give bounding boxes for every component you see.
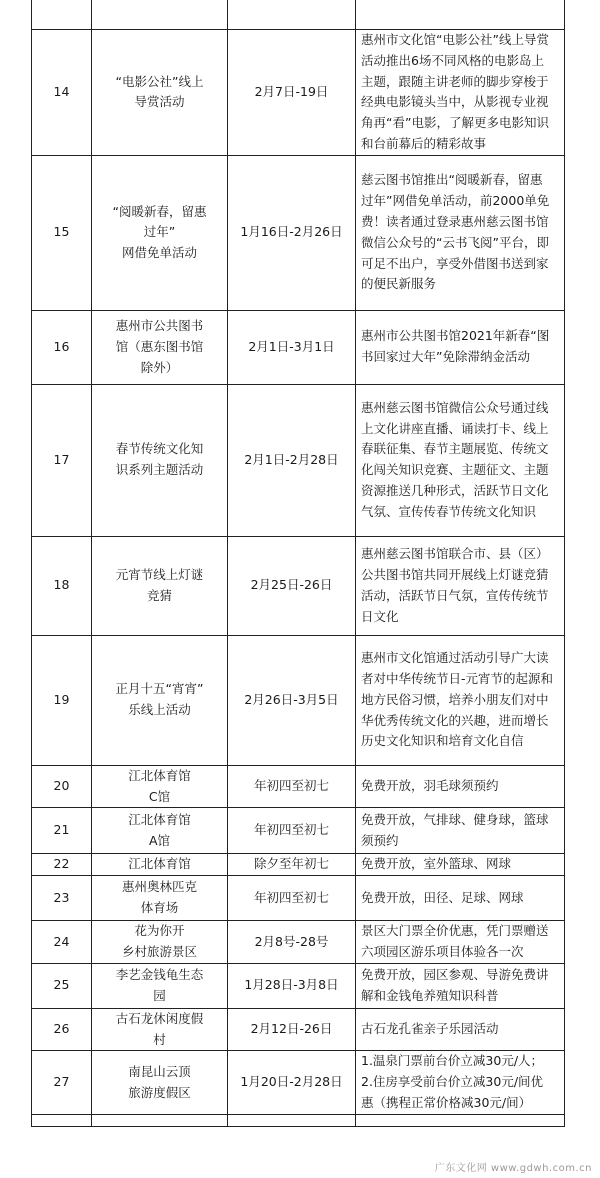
- event-name-line: 花为你开: [134, 923, 185, 939]
- event-desc-line: 者对中华传统节日-元宵节的起源和: [361, 671, 554, 687]
- event-name-line: 乐线上活动: [128, 702, 191, 718]
- events-table-body: [32, 0, 565, 1126]
- table-row: [32, 876, 565, 921]
- event-date-cell: 1月28日-3月8日: [228, 963, 356, 1008]
- event-date-cell: 年初四至初七: [228, 876, 356, 921]
- event-desc-line: 免费开放，园区参观、导游免费讲: [361, 966, 549, 982]
- table-row: [32, 854, 565, 876]
- event-date-cell: 年初四至初七: [228, 808, 356, 854]
- event-desc-line: 六项园区游乐项目体验各一次: [361, 943, 524, 959]
- event-name-cell: [92, 310, 228, 384]
- row-number-cell: 24: [32, 921, 92, 964]
- event-desc-line: 历史文化知识和培育文化自信: [361, 733, 524, 749]
- event-name-cell: [92, 0, 228, 30]
- event-name-cell: [92, 1008, 228, 1051]
- event-desc-line: 春联征集、春节主题展览、传统文: [361, 441, 549, 457]
- event-desc-cell: [356, 384, 565, 536]
- event-desc-line: 免费开放，田径、足球、网球: [361, 889, 524, 905]
- row-number-cell: 18: [32, 536, 92, 635]
- event-desc-line: 活动，活跃节日气氛，宣传传统节: [361, 587, 549, 603]
- event-desc-line: 华优秀传统文化的兴趣，进而增长: [361, 712, 549, 728]
- events-table: [31, 0, 565, 1127]
- table-row: [32, 310, 565, 384]
- event-name-line: 馆（惠东图书馆: [115, 338, 204, 354]
- event-name-line: 古石龙休闲度假: [115, 1010, 204, 1026]
- event-date-cell: 2月25日-26日: [228, 536, 356, 635]
- event-name-line: “电影公社”线上: [115, 73, 204, 89]
- event-name-cell: [92, 854, 228, 876]
- event-name-line: 春节传统文化知: [115, 441, 204, 457]
- row-number-cell: 15: [32, 155, 92, 310]
- event-desc-cell: [356, 808, 565, 854]
- event-desc-line: 免费开放，羽毛球须预约: [361, 778, 499, 794]
- event-name-line: 园: [153, 987, 166, 1003]
- event-desc-line: 免费开放，气排球、健身球，篮球: [361, 812, 549, 828]
- event-date-cell: 2月1日-2月28日: [228, 384, 356, 536]
- event-name-line: 网借免单活动: [121, 245, 197, 261]
- event-desc-line: 日文化: [361, 608, 399, 624]
- event-name-cell: [92, 921, 228, 964]
- table-row: [32, 384, 565, 536]
- event-name-line: 村: [153, 1031, 166, 1047]
- event-name-cell: [92, 536, 228, 635]
- event-name-line: 江北体育馆: [128, 767, 191, 783]
- event-name-line: 导赏活动: [134, 94, 185, 110]
- event-desc-line: 须预约: [361, 832, 399, 848]
- event-name-line: 正月十五“宵宵”: [115, 681, 204, 697]
- table-row: [32, 635, 565, 765]
- event-desc-line: 书回家过大年”免除滞纳金活动: [361, 349, 530, 365]
- row-number-cell: 23: [32, 876, 92, 921]
- event-desc-line: 活动推出6场不同风格的电影岛上: [361, 52, 544, 68]
- table-row: [32, 921, 565, 964]
- event-date-cell: 除夕至年初七: [228, 854, 356, 876]
- event-date-cell: 2月12日-26日: [228, 1008, 356, 1051]
- event-desc-cell: [356, 963, 565, 1008]
- event-desc-cell: [356, 1114, 565, 1126]
- event-name-cell: [92, 765, 228, 808]
- row-number-cell: 21: [32, 808, 92, 854]
- event-name-line: 乡村旅游景区: [121, 943, 197, 959]
- table-row: [32, 963, 565, 1008]
- table-row: [32, 1051, 565, 1114]
- event-desc-line: 惠州市文化馆“电影公社”线上导赏: [361, 32, 549, 47]
- row-number-cell: [32, 0, 92, 30]
- event-desc-line: 费！读者通过登录惠州慈云图书馆: [361, 213, 549, 229]
- event-name-cell: [92, 635, 228, 765]
- event-desc-line: 惠州市公共图书馆2021年新春“图: [361, 328, 550, 344]
- event-desc-cell: [356, 536, 565, 635]
- event-desc-line: 化闯关知识竞赛、主题征文、主题: [361, 462, 549, 478]
- event-desc-line: 角再“看”电影，了解更多电影知识: [361, 115, 549, 131]
- event-name-line: 南昆山云顶: [128, 1063, 191, 1079]
- table-row: [32, 808, 565, 854]
- event-name-line: 识系列主题活动: [115, 462, 204, 478]
- event-name-cell: [92, 876, 228, 921]
- row-number-cell: 14: [32, 30, 92, 156]
- event-desc-cell: [356, 854, 565, 876]
- row-number-cell: 19: [32, 635, 92, 765]
- event-date-cell: 2月7日-19日: [228, 30, 356, 156]
- event-name-line: A馆: [148, 832, 171, 848]
- event-desc-line: 经典电影镜头当中，从影视专业视: [361, 94, 549, 110]
- table-row: [32, 1114, 565, 1126]
- event-desc-cell: [356, 1051, 565, 1114]
- table-row: [32, 30, 565, 156]
- row-number-cell: [32, 1114, 92, 1126]
- event-desc-cell: [356, 155, 565, 310]
- event-desc-line: 解和金钱龟养殖知识科普: [361, 987, 499, 1003]
- event-desc-line: 惠州慈云图书馆微信公众号通过线: [361, 399, 549, 415]
- table-row: [32, 765, 565, 808]
- event-desc-line: 上文化讲座直播、诵读打卡、线上: [361, 420, 549, 436]
- event-desc-line: 惠州慈云图书馆联合市、县（区）: [361, 546, 549, 562]
- event-name-line: 惠州市公共图书: [115, 318, 204, 334]
- event-desc-line: 过年”网借免单活动，前2000单免: [361, 193, 550, 209]
- event-name-cell: [92, 1114, 228, 1126]
- table-row: [32, 536, 565, 635]
- row-number-cell: 20: [32, 765, 92, 808]
- event-name-cell: [92, 963, 228, 1008]
- table-row: [32, 1008, 565, 1051]
- event-desc-line: 气氛、宣传传春节传统文化知识: [361, 503, 537, 519]
- event-desc-line: 免费开放，室外篮球、网球: [361, 856, 512, 872]
- event-name-line: 过年”: [143, 224, 176, 240]
- event-date-cell: 1月20日-2月28日: [228, 1051, 356, 1114]
- event-date-cell: 2月26日-3月5日: [228, 635, 356, 765]
- event-desc-line: 景区大门票全价优惠，凭门票赠送: [361, 923, 549, 939]
- event-desc-cell: [356, 30, 565, 156]
- event-name-line: “阅暖新春，留惠: [112, 203, 207, 219]
- event-desc-line: 古石龙孔雀亲子乐园活动: [361, 1021, 499, 1037]
- event-date-cell: [228, 1114, 356, 1126]
- event-date-cell: [228, 0, 356, 30]
- event-name-cell: [92, 384, 228, 536]
- event-name-line: 李艺金钱龟生态: [115, 966, 204, 982]
- event-date-cell: 1月16日-2月26日: [228, 155, 356, 310]
- event-desc-line: 的便民新服务: [361, 276, 437, 292]
- event-date-cell: 2月1日-3月1日: [228, 310, 356, 384]
- row-number-cell: 27: [32, 1051, 92, 1114]
- event-desc-line: 慈云图书馆推出“阅暖新春，留惠: [361, 172, 543, 188]
- event-desc-line: 可足不出户，享受外借图书送到家: [361, 255, 549, 271]
- event-desc-line: 惠州市文化馆通过活动引导广大读: [361, 650, 549, 666]
- event-desc-cell: [356, 0, 565, 30]
- event-desc-line: 微信公众号的“云书飞阅”平台，即: [361, 234, 549, 250]
- event-desc-line: 资源推送几种形式，活跃节日文化: [361, 483, 549, 499]
- event-desc-line: 2.住房享受前台价立减30元/间优: [361, 1074, 544, 1090]
- event-name-cell: [92, 30, 228, 156]
- event-desc-cell: [356, 1008, 565, 1051]
- event-desc-line: 1.温泉门票前台价立减30元/人；: [361, 1053, 544, 1069]
- event-name-line: 旅游度假区: [128, 1084, 191, 1100]
- event-desc-line: 惠（携程正常价格减30元/间）: [361, 1094, 532, 1110]
- event-desc-line: 公共图书馆共同开展线上灯谜竞猜: [361, 566, 549, 582]
- event-date-cell: 年初四至初七: [228, 765, 356, 808]
- table-row: [32, 155, 565, 310]
- row-number-cell: 16: [32, 310, 92, 384]
- event-desc-line: 地方民俗习惯，培养小朋友们对中: [361, 691, 549, 707]
- event-date-cell: 2月8号-28号: [228, 921, 356, 964]
- event-name-cell: [92, 155, 228, 310]
- event-name-line: 除外）: [140, 359, 179, 375]
- event-name-line: 江北体育馆: [128, 856, 191, 872]
- event-name-cell: [92, 808, 228, 854]
- event-desc-line: 主题，跟随主讲老师的脚步穿梭于: [361, 73, 549, 89]
- event-desc-line: 和台前幕后的精彩故事: [361, 135, 487, 151]
- event-name-line: 体育场: [140, 900, 179, 916]
- row-number-cell: 17: [32, 384, 92, 536]
- event-name-line: 竞猜: [146, 587, 172, 603]
- event-desc-cell: [356, 310, 565, 384]
- row-number-cell: 22: [32, 854, 92, 876]
- event-name-line: C馆: [148, 788, 171, 804]
- event-desc-cell: [356, 876, 565, 921]
- table-row: [32, 0, 565, 30]
- site-watermark: 广东文化网 www.gdwh.com.cn: [434, 1163, 592, 1174]
- event-name-cell: [92, 1051, 228, 1114]
- event-desc-cell: [356, 921, 565, 964]
- event-name-line: 惠州奥林匹克: [121, 879, 197, 895]
- row-number-cell: 26: [32, 1008, 92, 1051]
- event-desc-cell: [356, 765, 565, 808]
- event-desc-cell: [356, 635, 565, 765]
- event-name-line: 元宵节线上灯谜: [115, 566, 204, 582]
- event-name-line: 江北体育馆: [128, 812, 191, 828]
- row-number-cell: 25: [32, 963, 92, 1008]
